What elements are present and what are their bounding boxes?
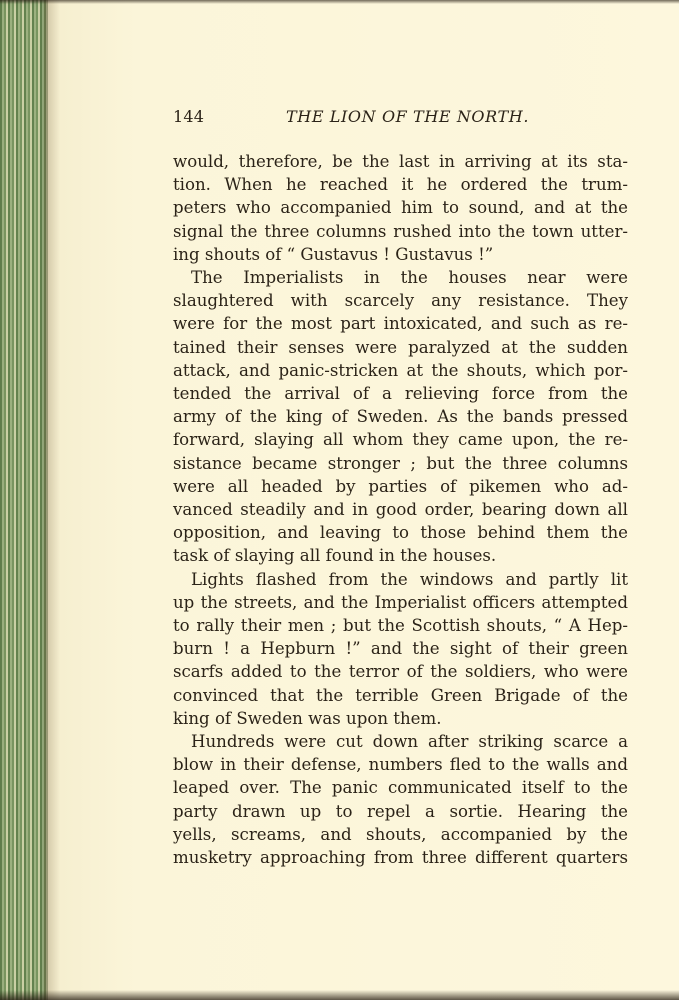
text-line: task of slaying all found in the houses. — [173, 546, 497, 566]
text-line: ing shouts of “ Gustavus ! Gustavus !” — [173, 244, 494, 264]
text-line: scarfs added to the terror of the soldiers, who were — [173, 662, 628, 682]
text-line: tion. When he reached it he ordered the trum- — [173, 175, 628, 195]
page-number: 144 — [173, 107, 205, 126]
text-line: were for the most part intoxicated, and such as re- — [173, 314, 628, 334]
text-line: opposition, and leaving to those behind them the — [173, 523, 628, 543]
running-title: THE LION OF THE NORTH. — [286, 107, 530, 126]
page-top-shadow — [0, 0, 679, 4]
body-text — [173, 150, 628, 869]
text-line: attack, and panic-stricken at the shouts, which por- — [173, 360, 628, 380]
text-line: peters who accompanied him to sound, and at the — [173, 198, 628, 218]
page-bottom-shadow — [0, 990, 679, 1000]
text-line: army of the king of Sweden. As the bands pressed — [173, 407, 628, 427]
text-line: leaped over. The panic communicated itself to the — [173, 778, 628, 798]
text-line: slaughtered with scarcely any resistance. They — [173, 291, 628, 311]
text-line: musketry approaching from three different quarters — [173, 848, 628, 868]
text-line: sistance became stronger ; but the three columns — [173, 453, 628, 473]
text-line: would, therefore, be the last in arriving at its sta- — [173, 152, 628, 171]
text-line: The Imperialists in the houses near were — [191, 268, 628, 288]
binding-shadow — [44, 0, 60, 1000]
text-line: party drawn up to repel a sortie. Hearing the — [173, 801, 628, 821]
text-line: to rally their men ; but the Scottish shouts, “ A Hep- — [173, 616, 628, 636]
text-line: tended the arrival of a relieving force from the — [173, 384, 628, 404]
text-line: convinced that the terrible Green Brigade of the — [173, 685, 628, 705]
text-line: vanced steadily and in good order, bearing down all — [173, 500, 628, 520]
text-line: blow in their defense, numbers fled to the walls and — [173, 755, 628, 775]
text-line: forward, slaying all whom they came upon, the re- — [173, 430, 628, 450]
text-line: signal the three columns rushed into the town utter- — [173, 221, 628, 241]
page-header — [173, 107, 628, 129]
text-line: Hundreds were cut down after striking scarce a — [191, 732, 628, 752]
text-line: up the streets, and the Imperialist officers attempted — [173, 592, 628, 612]
text-line: tained their senses were paralyzed at the sudden — [173, 337, 628, 357]
book-page-stack-left — [0, 0, 48, 1000]
text-line: yells, screams, and shouts, accompanied by the — [173, 824, 628, 844]
text-line: burn ! a Hepburn !” and the sight of their green — [173, 639, 628, 659]
text-line: king of Sweden was upon them. — [173, 708, 442, 728]
text-line: Lights flashed from the windows and partly lit — [191, 569, 628, 589]
text-line: were all headed by parties of pikemen who ad- — [173, 476, 628, 496]
